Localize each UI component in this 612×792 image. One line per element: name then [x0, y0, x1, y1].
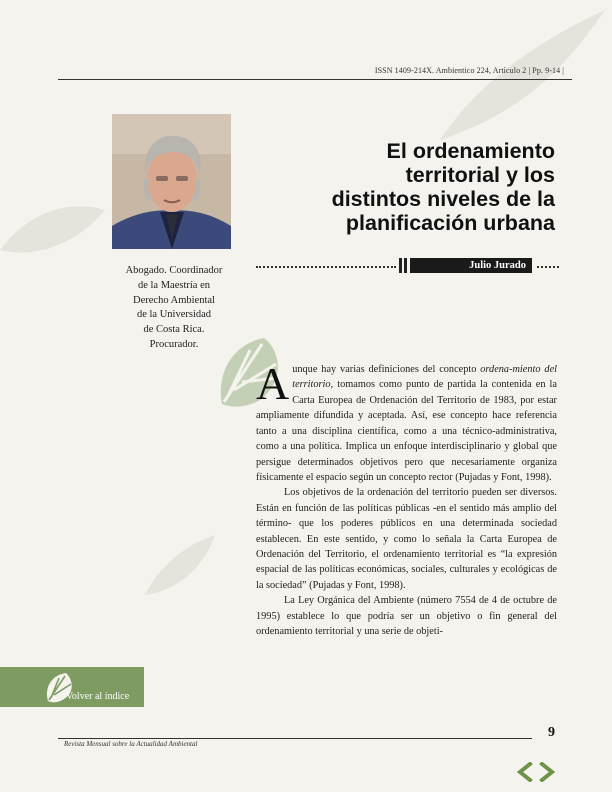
author-name: Julio Jurado: [410, 258, 532, 273]
emphasis: ordena-miento del territorio: [292, 364, 557, 391]
separator-bar: [399, 258, 402, 273]
background-leaf-decoration: [420, 0, 610, 150]
author-photo: [112, 114, 231, 249]
separator-bar: [404, 258, 407, 273]
title-line: planificación urbana: [345, 211, 555, 235]
background-leaf-decoration: [140, 530, 220, 600]
issn-header: ISSN 1409-214X. Ambientico 224, Artículo 2 | Pp. 9-14 |: [374, 66, 564, 75]
header-rule: [58, 79, 572, 80]
title-line: distintos niveles de la: [331, 187, 555, 211]
paragraph: Los objetivos de la ordenación del territorio pueden ser diversos. Están en función de las políticas públicas -en el sentido más amplio del término- que los poderes públicos en una determinada sociedad establecen. En este sentido, y como lo señala la Carta Europea de Ordenación del Territorio, el ordenamiento territorial es “la expresión espacial de las políticas económicas, sociales, culturales y ecológicas de la sociedad” (Pujadas y Font, 1998).: [256, 487, 557, 591]
title-line: territorial y los: [405, 163, 555, 187]
bio-line: de la Maestría en: [137, 279, 210, 291]
chevron-right-icon[interactable]: [542, 764, 552, 780]
page-navigation: [516, 762, 558, 782]
page-number: 9: [548, 725, 555, 740]
bio-line: de Costa Rica.: [143, 324, 205, 336]
paragraph: La Ley Orgánica del Ambiente (número 7554 de 4 de octubre de 1995) establece lo que podría ser un objetivo o fin general del ordenamiento territorial y una serie de objeti-: [256, 595, 557, 638]
bio-line: Procurador.: [149, 338, 199, 350]
drop-cap: A: [256, 358, 290, 409]
dotted-rule-left: [256, 266, 396, 268]
background-leaf-decoration: [0, 190, 110, 270]
bio-line: Derecho Ambiental: [133, 294, 215, 306]
bio-line: de la Universidad: [136, 309, 212, 321]
footer-rule: [58, 738, 532, 739]
bio-line: Abogado. Coordinador: [125, 265, 223, 276]
journal-name: Revista Mensual sobre la Actualidad Ambiental: [64, 740, 198, 748]
title-line: El ordenamiento: [386, 139, 555, 163]
dotted-rule-right: [537, 266, 559, 268]
article-title: [255, 139, 555, 235]
chevron-left-icon[interactable]: [520, 764, 530, 780]
paragraph: Aunque hay varias definiciones del concepto ordena-miento del territorio, tomamos como punto de partida la contenida en la Carta Europea de Ordenación del Territorio de 1983, por estar ampliamente difundida y aceptada. Así, ese concepto hace referencia tanto a una disciplina científica, como a una técnico-administrativa, como a una política. Implica un enfoque interdisciplinario y global que persigue determinados objetivos pero que necesariamente organiza físicamente el espacio según un concepto rector (Pujadas y Font, 1998).: [256, 358, 557, 483]
back-to-index-label[interactable]: Volver al índice: [66, 691, 130, 702]
article-body: [256, 358, 557, 640]
